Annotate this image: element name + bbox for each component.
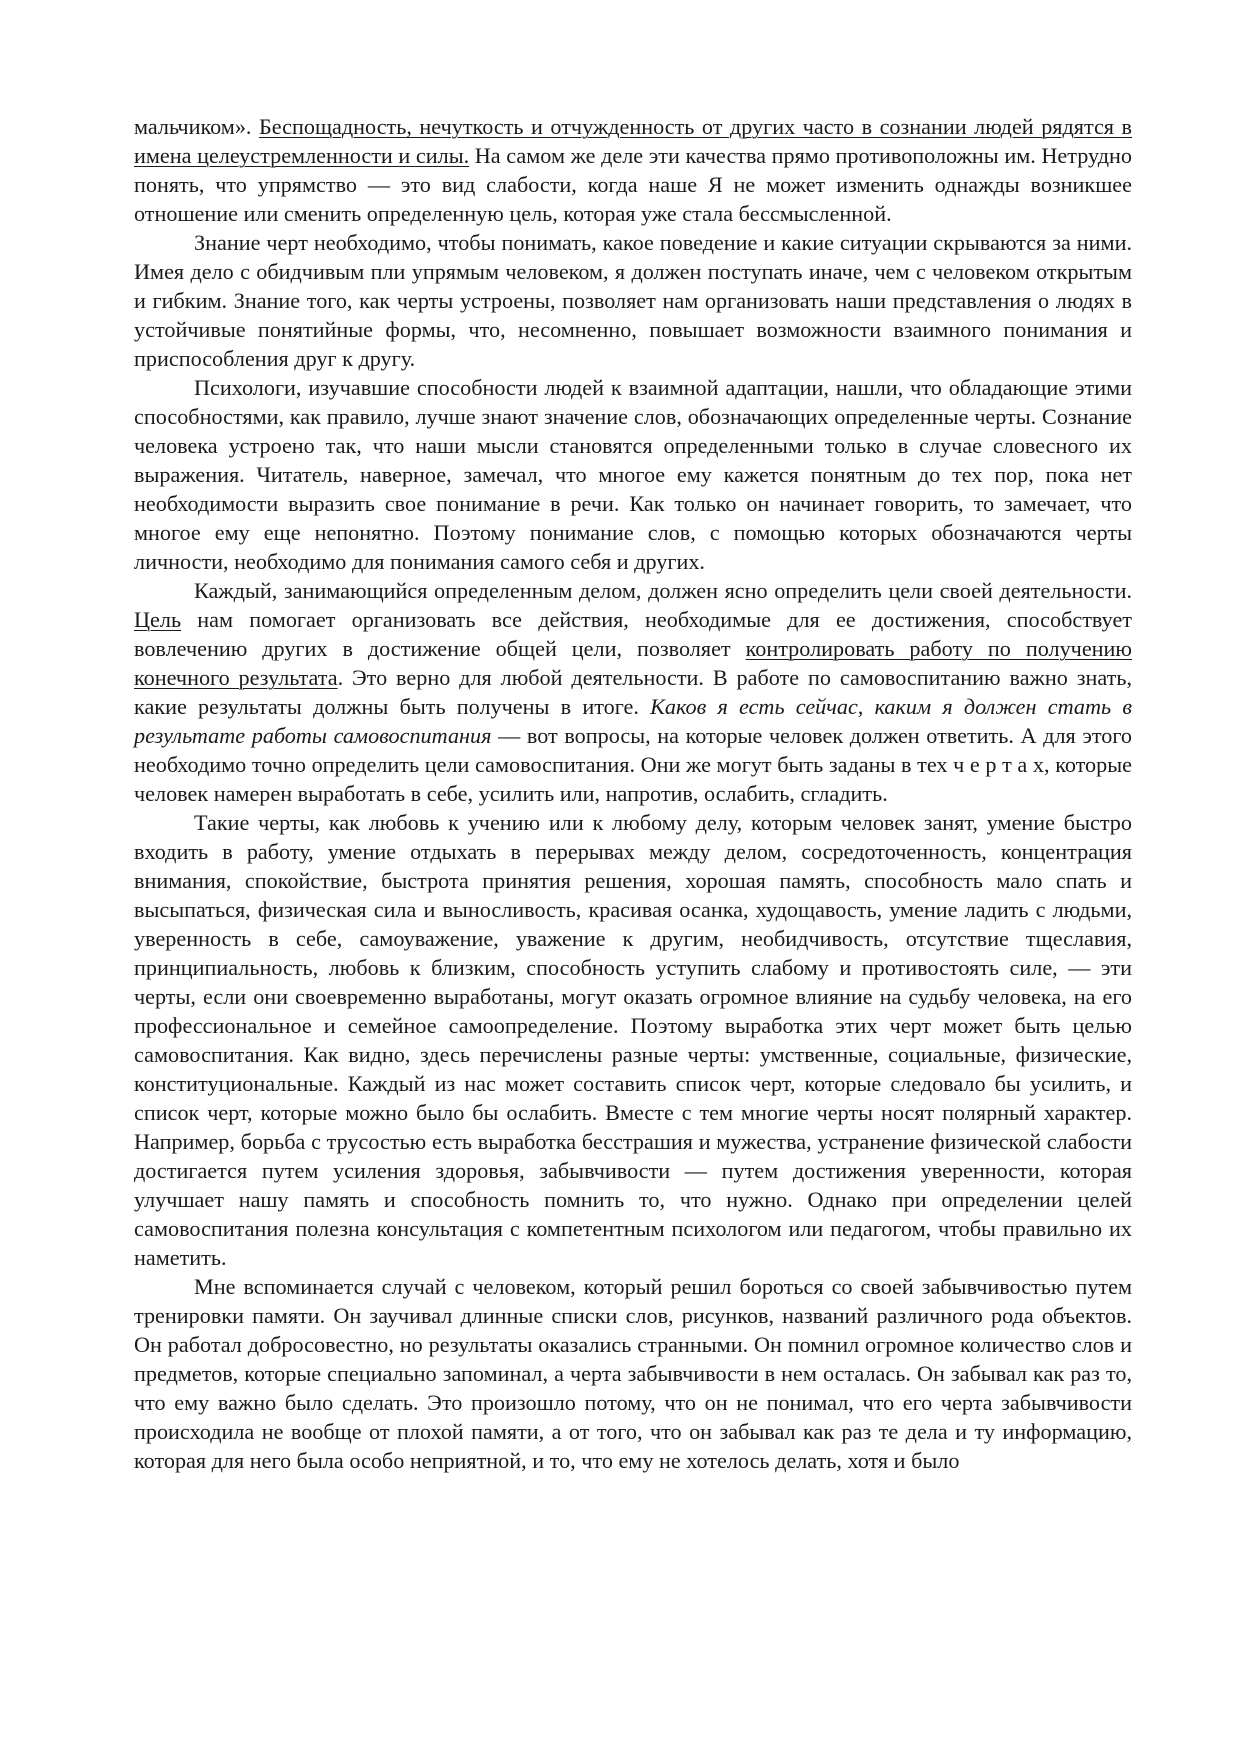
paragraph-1 bbox=[134, 112, 1132, 228]
paragraph-2: Знание черт необходимо, чтобы понимать, какое поведение и какие ситуации скрываются за ними. Имея дело с обидчивым пли упрямым человеком, я должен поступать иначе, чем с человеком открытым и гибким. Знание того, как черты устроены, позволяет нам организовать наши представления о людях в устойчивые понятийные формы, что, несомненно, повышает возможности взаимного понимания и приспособления друг к другу. bbox=[134, 230, 1132, 371]
paragraph-1-rest: На самом же деле эти качества прямо противоположны им. Нетрудно понять, что упрямство — это вид слабости, когда наше Я не может изменить однажды возникшее отношение или сменить определенную цель, которая уже стала бессмысленной. bbox=[134, 143, 1132, 226]
paragraph-6: Мне вспоминается случай с человеком, который решил бороться со своей забывчивостью путем тренировки памяти. Он заучивал длинные списки слов, рисунков, названий различного рода объектов. Он работал добросовестно, но результаты оказались странными. Он помнил огромное количество слов и предметов, которые специально запоминал, а черта забывчивости в нем осталась. Он забывал как раз то, что ему важно было сделать. Это произошло потому, что он не понимал, что его черта забывчивости происходила не вообще от плохой памяти, а от того, что он забывал как раз те дела и ту информацию, которая для него была особо неприятной, и то, что ему не хотелось делать, хотя и было bbox=[134, 1274, 1132, 1473]
paragraph-3: Психологи, изучавшие способности людей к взаимной адаптации, нашли, что обладающие этими способностями, как правило, лучше знают значение слов, обозначающих определенные черты. Сознание человека устроено так, что наши мысли становятся определенными только в случае словесного их выражения. Читатель, наверное, замечал, что многое ему кажется понятным до тех пор, пока нет необходимости выразить свое понимание в речи. Как только он начинает говорить, то замечает, что многое ему еще непонятно. Поэтому понимание слов, с помощью которых обозначаются черты личности, необходимо для понимания самого себя и других. bbox=[134, 375, 1132, 574]
underlined-phrase-control: контролировать работу по получению конечного результата bbox=[134, 636, 1132, 690]
paragraph-4 bbox=[134, 576, 1132, 808]
paragraph-5: Такие черты, как любовь к учению или к любому делу, которым человек занят, умение быстро входить в работу, умение отдыхать в перерывах между делом, сосредоточенность, концентрация внимания, спокойствие, быстрота принятия решения, хорошая память, способность мало спать и высыпаться, физическая сила и выносливость, красивая осанка, худощавость, умение ладить с людьми, уверенность в себе, самоуважение, уважение к другим, необидчивость, отсутствие тщеславия, принципиальность, любовь к близким, способность уступить слабому и противостоять силе, — эти черты, если они своевременно выработаны, могут оказать огромное влияние на судьбу человека, на его профессиональное и семейное самоопределение. Поэтому выработка этих черт может быть целью самовоспитания. Как видно, здесь перечислены разные черты: умственные, социальные, физические, конституциональные. Каждый из нас может составить список черт, которые следовало бы усилить, и список черт, которые можно было бы ослабить. Вместе с тем многие черты носят полярный характер. Например, борьба с трусостью есть выработка бесстрашия и мужества, устранение физической слабости достигается путем усиления здоровья, забывчивости — путем достижения уверенности, которая улучшает нашу память и способность помнить то, что нужно. Однако при определении целей самовоспитания полезна консультация с компетентным психологом или педагогом, чтобы правильно их наметить. bbox=[134, 810, 1132, 1270]
paragraph-4-part-3: . Это верно для любой деятельности. В работе по самовоспитанию важно знать, какие результаты должны быть получены в итоге. bbox=[134, 665, 1132, 719]
paragraph-4-part-1: Каждый, занимающийся определенным делом, должен ясно определить цели своей деятельности. bbox=[194, 578, 1132, 603]
italic-question: Каков я есть сейчас, каким я должен стать в результате работы самовоспитания bbox=[134, 694, 1132, 748]
document-page bbox=[134, 112, 1132, 1475]
underlined-phrase: Беспощадность, нечуткость и отчужденность от других часто в сознании людей рядятся в имена целеустремленности и силы. bbox=[134, 114, 1133, 168]
paragraph-4-part-2: нам помогает организовать все действия, необходимые для ее достижения, способствует вовлечению других в достижение общей цели, позволяет bbox=[134, 607, 1132, 661]
underlined-word-goal: Цель bbox=[134, 607, 182, 632]
paragraph-1-start: мальчиком». bbox=[134, 114, 259, 139]
paragraph-4-part-4: — вот вопросы, на которые человек должен ответить. А для этого необходимо точно определить цели самовоспитания. Они же могут быть заданы в тех ч е р т а х, которые человек намерен выработать в себе, усилить или, напротив, ослабить, сгладить. bbox=[134, 723, 1133, 806]
